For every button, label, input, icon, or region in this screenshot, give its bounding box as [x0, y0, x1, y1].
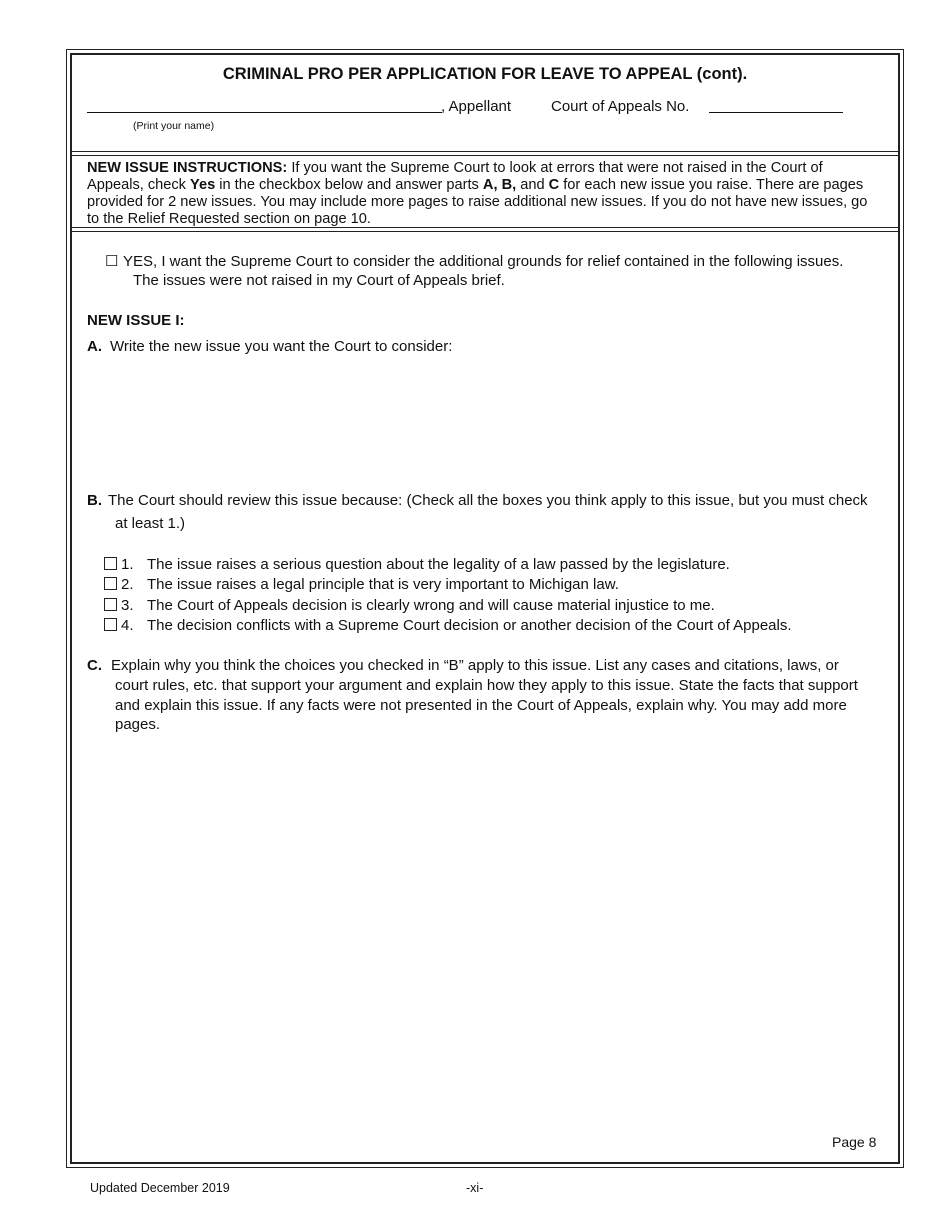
option-text: The issue raises a serious question about the legality of a law passed by the legislature.	[147, 556, 730, 573]
part-a-text: Write the new issue you want the Court to consider:	[110, 338, 453, 355]
checkbox[interactable]	[104, 557, 117, 570]
yes-option-text: YES, I want the Supreme Court to consider the additional grounds for relief contained in the following issues.	[123, 253, 844, 270]
checkbox[interactable]	[104, 618, 117, 631]
form-frame	[66, 49, 904, 1168]
option-text: The decision conflicts with a Supreme Court decision or another decision of the Court of Appeals.	[147, 617, 792, 634]
coa-number-field[interactable]	[709, 112, 843, 113]
part-a-label: A.	[87, 338, 102, 355]
section-divider	[72, 227, 898, 232]
footer-page-roman: -xi-	[466, 1181, 484, 1195]
option-number: 2.	[121, 576, 134, 593]
instructions-yes: Yes	[190, 177, 216, 193]
footer-updated: Updated December 2019	[90, 1181, 230, 1195]
option-text: The issue raises a legal principle that is very important to Michigan law.	[147, 576, 619, 593]
appellant-label: , Appellant	[441, 98, 512, 115]
form-title: CRIMINAL PRO PER APPLICATION FOR LEAVE TO APPEAL (cont).	[222, 65, 748, 83]
option-number: 3.	[121, 597, 134, 614]
instructions-heading: NEW ISSUE INSTRUCTIONS:	[87, 160, 288, 176]
checkbox[interactable]	[104, 577, 117, 590]
review-reason-option[interactable]	[104, 616, 792, 635]
new-issue-instructions	[87, 160, 876, 228]
option-number: 4.	[121, 617, 134, 634]
part-c-text: pages.	[115, 716, 161, 733]
yes-checkbox[interactable]: ☐	[105, 253, 119, 270]
instructions-text: and	[516, 177, 549, 193]
part-c-text: court rules, etc. that support your argument and explain how they apply to this issue. State the facts that support	[115, 677, 858, 694]
issue-heading: NEW ISSUE I:	[87, 312, 185, 329]
yes-option-text-cont: The issues were not raised in my Court of Appeals brief.	[133, 272, 505, 289]
option-text: The Court of Appeals decision is clearly wrong and will cause material injustice to me.	[147, 597, 715, 614]
review-reason-option[interactable]	[104, 575, 619, 594]
review-reason-option[interactable]	[104, 596, 715, 615]
part-c-text: and explain this issue. If any facts were not presented in the Court of Appeals, explain why. You may add more	[115, 697, 847, 714]
coa-number-label: Court of Appeals No.	[551, 98, 690, 115]
form-inner-border	[70, 53, 900, 1164]
instructions-text: for each new issue you raise. There are pages provided for 2 new issues. You may include more pages to raise additional new issues. If you do not have new issues, go to the Relief Requested section on page 10.	[87, 177, 868, 227]
part-b-label: B.	[87, 492, 102, 509]
review-reason-option[interactable]	[104, 555, 730, 574]
checkbox[interactable]	[104, 598, 117, 611]
part-b-text: The Court should review this issue because: (Check all the boxes you think apply to this issue, but you must check	[108, 492, 868, 509]
page-number: Page 8	[832, 1134, 877, 1150]
appellant-name-field[interactable]	[87, 112, 442, 113]
instructions-text: in the checkbox below and answer parts	[215, 177, 483, 193]
part-c-text: Explain why you think the choices you checked in “B” apply to this issue. List any cases and citations, laws, or	[111, 657, 839, 674]
option-number: 1.	[121, 556, 134, 573]
instructions-text: If you want the Supreme Court to look at errors that were not raised in the Court of Appeals, check	[87, 160, 823, 193]
instructions-parts: A, B,	[482, 177, 517, 193]
part-c-label: C.	[87, 657, 102, 674]
print-name-hint: (Print your name)	[133, 120, 215, 132]
part-b-text-cont: at least 1.)	[115, 515, 186, 532]
instructions-part-c: C	[548, 177, 560, 193]
section-divider	[72, 151, 898, 156]
